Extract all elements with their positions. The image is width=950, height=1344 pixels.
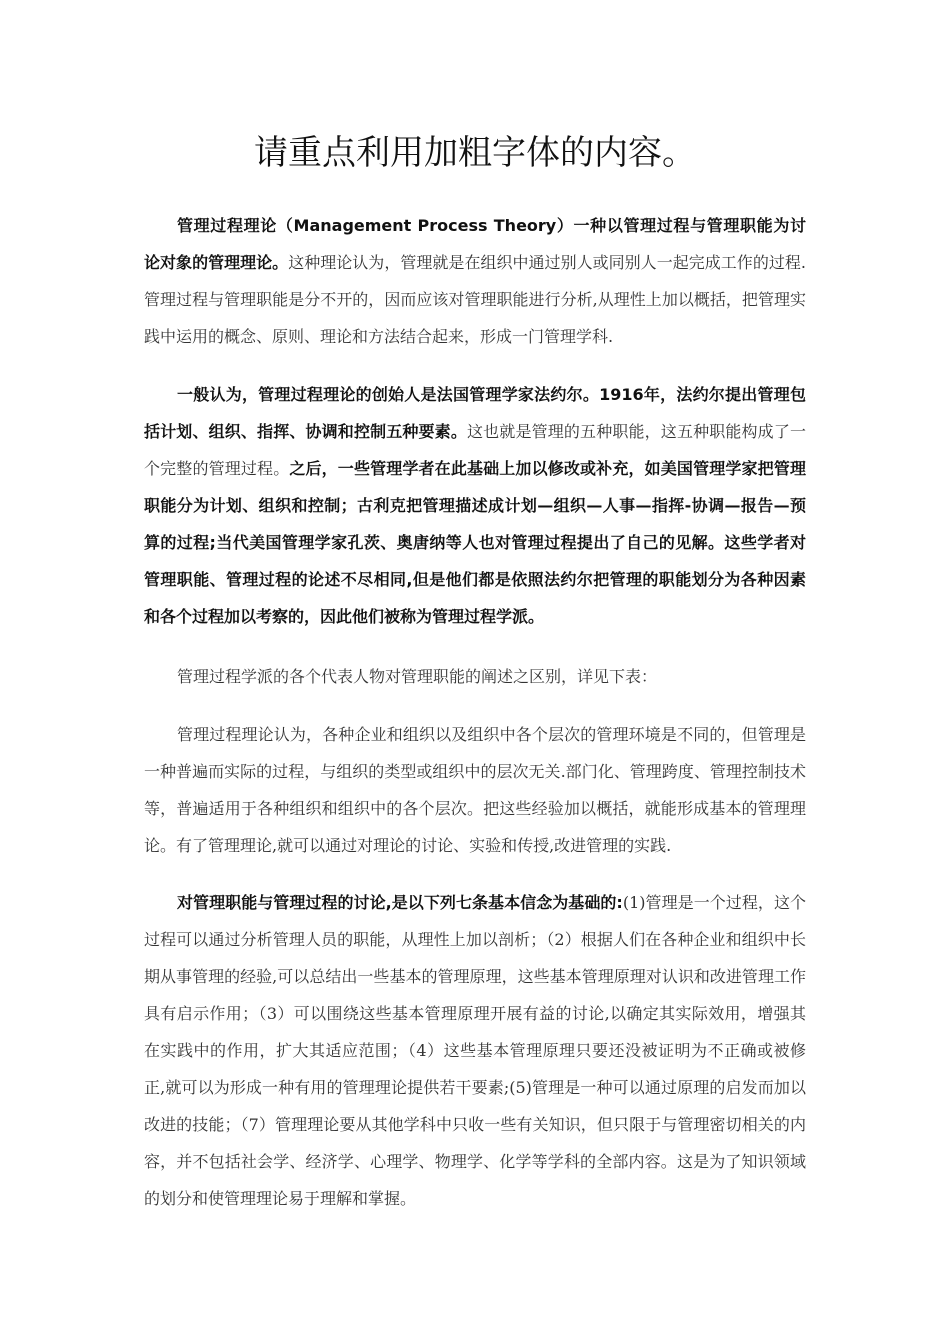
body-text: 这也就是管理的五种职能，这五种职能构成了一个完整的管理过程。 (144, 422, 806, 478)
document-title: 请重点利用加粗字体的内容。 (254, 133, 696, 173)
body-text: (1)管理是一个过程，这个过程可以通过分析管理人员的职能，从理性上加以剖析；（2）根据人们在各种企业和组织中长期从事管理的经验,可以总结出一些基本的管理原理，这些基本管理原理对认识和改进管理工作具有启示作用；（3）可以围绕这些基本管理原理开展有益的讨论,以确定其实际效用，增强其在实践中的作用，扩大其适应范围；（4）这些基本管理原理只要还没被证明为不正确或被修正,就可以为形成一种有用的管理理论提供若干要素;(5)管理是一种可以通过原理的启发而加以改进的技能；（7）管理理论要从其他学科中只收一些有关知识，但只限于与管理密切相关的内容，并不包括社会学、经济学、心理学、物理学、化学等学科的全部内容。这是为了知识领域的划分和使管理理论易于理解和掌握。 (144, 893, 806, 1208)
body-text: 这种理论认为，管理就是在组织中通过别人或同别人一起完成工作的过程.管理过程与管理职能是分不开的，因而应该对管理职能进行分析,从理性上加以概括，把管理实践中运用的概念、原则、理论和方法结合起来，形成一门管理学科. (144, 253, 806, 346)
bold-text: 之后，一些管理学者在此基础上加以修改或补充，如美国管理学家把管理职能分为计划、组织和控制；古利克把管理描述成计划—组织—人事—指挥-协调—报告—预算的过程;当代美国管理学家孔茨、奥唐纳等人也对管理过程提出了自己的见解。这些学者对管理职能、管理过程的论述不尽相同,但是他们都是依照法约尔把管理的职能划分为各种因素和各个过程加以考察的，因此他们被称为管理过程学派。 (144, 459, 806, 626)
paragraph-table-intro (144, 658, 806, 695)
body-text: 管理过程理论认为，各种企业和组织以及组织中各个层次的管理环境是不同的，但管理是一种普遍而实际的过程，与组织的类型或组织中的层次无关.部门化、管理跨度、管理控制技术等，普遍适用于各种组织和组织中的各个层次。把这些经验加以概括，就能形成基本的管理理论。有了管理理论,就可以通过对理论的讨论、实验和传授,改进管理的实践. (144, 725, 806, 855)
bold-text: 管理过程理论（Management Process Theory）一种以管理过程与管理职能为讨论对象的管理理论。 (144, 216, 806, 272)
paragraph-definition (144, 207, 806, 355)
paragraph-beliefs (144, 884, 806, 1217)
paragraph-origin (144, 376, 806, 635)
body-text: 管理过程学派的各个代表人物对管理职能的阐述之区别，详见下表： (177, 667, 658, 686)
bold-text: 对管理职能与管理过程的讨论,是以下列七条基本信念为基础的: (177, 893, 623, 912)
paragraph-universality (144, 716, 806, 864)
bold-text: 一般认为，管理过程理论的创始人是法国管理学家法约尔。1916年，法约尔提出管理包括计划、组织、指挥、协调和控制五种要素。 (144, 385, 806, 441)
